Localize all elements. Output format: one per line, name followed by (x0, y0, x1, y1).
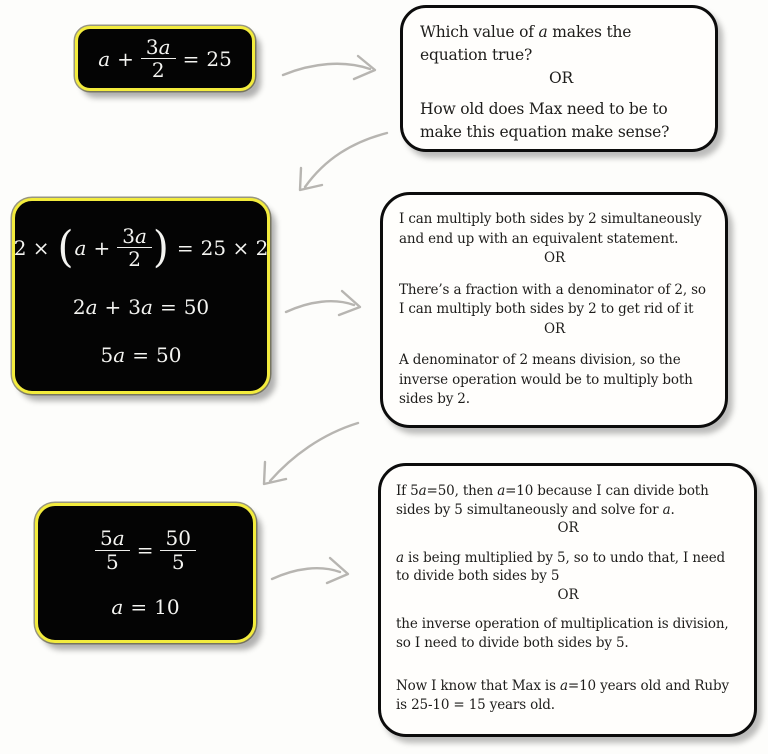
math-value: 50 (183, 294, 210, 319)
fraction-denominator: 2 (141, 58, 176, 81)
arrow-curve-down-left-icon (252, 418, 364, 490)
or-separator: OR (544, 250, 565, 266)
math-operator: = (182, 46, 200, 71)
bubble1-question2: How old does Max need to be to make this equation make sense? (420, 100, 670, 141)
reasoning-bubble-step3 (378, 463, 757, 737)
math-variable: a (158, 34, 171, 59)
variable-a: a (560, 678, 568, 694)
math-value: 10 (154, 594, 180, 619)
equation-card-step2 (12, 198, 270, 394)
prompt-bubble-step1 (400, 5, 718, 152)
math-coefficient: 3 (122, 224, 135, 249)
bubble2-reason1: I can multiply both sides by 2 simultaneously and end up with an equivalent statement. (399, 211, 702, 247)
equation-step2-line1 (13, 222, 269, 273)
equation-card-step1 (75, 26, 255, 91)
math-operator: = (130, 594, 148, 619)
reasoning-bubble-step2 (380, 192, 728, 428)
text-run: makes the equation true? (420, 23, 632, 64)
variable-a: a (662, 501, 671, 518)
equation-step2-line3 (101, 343, 182, 367)
math-variable: a (141, 294, 153, 319)
bubble3-reason3: the inverse operation of multiplication is division, so I need to divide both sides by 5. (396, 616, 729, 651)
math-variable: a (111, 594, 124, 619)
variable-a: a (497, 483, 506, 499)
bubble3-reason1 (396, 482, 740, 519)
bubble2-reason3: A denominator of 2 means division, so the inverse operation would be to multiply both sides by 2. (399, 352, 693, 407)
arrow-right-icon (268, 552, 356, 588)
or-separator: OR (557, 586, 579, 603)
math-value: 25 (206, 46, 232, 71)
math-coefficient: 5 (100, 342, 114, 367)
fraction (141, 36, 176, 82)
variable-a: a (396, 549, 404, 566)
math-variable: a (112, 526, 125, 551)
fraction (95, 527, 130, 573)
math-coefficient: 2 (72, 294, 86, 319)
text-run: =50, then (426, 483, 498, 499)
math-coefficient: 5 (100, 526, 113, 551)
arrow-curve-down-left-icon (292, 128, 392, 196)
math-operator: + (93, 235, 111, 260)
equation-step2-line2 (73, 295, 209, 319)
fraction-denominator: 5 (95, 550, 130, 573)
math-variable: a (74, 235, 87, 260)
equation-step3-line1 (95, 527, 196, 573)
math-value: 50 (155, 342, 182, 367)
math-operator: = (132, 342, 149, 367)
fraction (117, 225, 152, 271)
bubble3-conclusion (396, 677, 740, 714)
text-run: If 5 (396, 483, 419, 499)
math-operator: = (136, 538, 154, 563)
text-run: Which value of (420, 23, 539, 41)
fraction-numerator: 50 (165, 526, 191, 551)
fraction-numerator (95, 527, 130, 549)
math-coefficient: 3 (128, 294, 141, 319)
arrow-right-icon (278, 48, 386, 84)
text-run: is being multiplied by 5, so to undo that, I need to divide both sides by 5 (396, 549, 726, 584)
variable-a: a (538, 23, 548, 41)
or-separator: OR (557, 520, 579, 536)
text-run: =10 because I can divide both sides by 5 simultaneously and solve for (396, 483, 709, 518)
equation-step3-line2 (111, 595, 179, 619)
math-operator: = (176, 235, 194, 260)
bubble1-question1 (420, 21, 702, 67)
math-operator: + (117, 46, 134, 71)
fraction (160, 527, 195, 573)
equation-step1 (98, 36, 232, 82)
variable-a: a (418, 483, 427, 499)
math-value: 25 × 2 (200, 235, 269, 260)
bubble2-reason2: There’s a fraction with a denominator of 2, so I can multiply both sides by 2 to get rid of it (399, 281, 706, 317)
left-paren: ( (57, 222, 74, 273)
math-variable: a (113, 342, 126, 367)
math-variable: a (134, 224, 147, 249)
math-variable: a (85, 294, 98, 319)
or-separator: OR (544, 320, 565, 337)
bubble3-reason2 (396, 549, 740, 586)
fraction-denominator: 5 (160, 550, 195, 573)
equation-card-step3 (35, 503, 256, 643)
fraction-numerator (117, 225, 152, 247)
fraction-numerator (141, 36, 176, 58)
fraction-denominator: 2 (117, 247, 152, 270)
math-operator: = (159, 294, 177, 319)
text-run: Now I know that Max is (396, 678, 561, 694)
math-factor: 2 × (13, 235, 50, 260)
math-coefficient: 3 (145, 34, 159, 59)
text-run: =10 years old and Ruby is 25-10 = 15 years old. (396, 678, 729, 713)
arrow-right-icon (282, 286, 366, 320)
text-run: . (670, 501, 675, 518)
right-paren: ) (152, 222, 169, 273)
or-separator: OR (549, 69, 573, 87)
math-operator: + (104, 294, 122, 319)
math-variable: a (98, 46, 111, 71)
